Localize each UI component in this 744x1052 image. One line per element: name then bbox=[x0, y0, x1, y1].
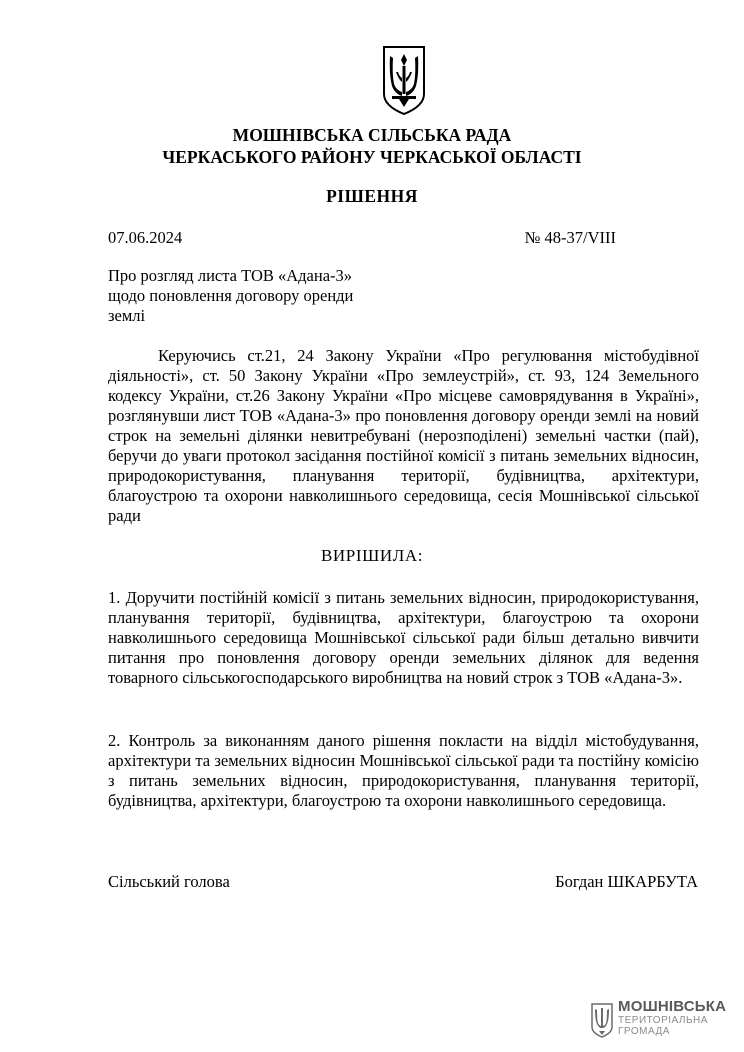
council-name-line2: ЧЕРКАСЬКОГО РАЙОНУ ЧЕРКАСЬКОЇ ОБЛАСТІ bbox=[162, 147, 582, 167]
logo-line3: ГРОМАДА bbox=[618, 1026, 670, 1037]
council-name bbox=[0, 124, 744, 168]
signature-role: Сільський голова bbox=[108, 872, 230, 891]
decision-point-2: 2. Контроль за виконанням даного рішення покласти на відділ містобудування, архітектури та земельних відносин Мошнівської сільської ради та постійну комісію з питань земельних відносин, природокористування, планування території, будівництва, архітектури, благоустрою та охорони навколишнього середовища. bbox=[108, 731, 699, 810]
logo-line1: МОШНІВСЬКА bbox=[618, 998, 727, 1015]
decision-heading: ВИРІШИЛА: bbox=[320, 546, 424, 565]
subject-line: щодо поновлення договору оренди bbox=[108, 286, 354, 305]
document-number: № 48-37/VIII bbox=[524, 228, 616, 247]
logo-line2: ТЕРИТОРІАЛЬНА bbox=[618, 1015, 708, 1026]
trident-emblem-icon bbox=[381, 44, 427, 116]
council-name-line1: МОШНІВСЬКА СІЛЬСЬКА РАДА bbox=[232, 125, 512, 145]
community-logo bbox=[590, 998, 730, 1042]
document-subject bbox=[108, 266, 398, 326]
document-type: РІШЕННЯ bbox=[326, 186, 418, 206]
document-date: 07.06.2024 bbox=[108, 228, 183, 247]
intro-paragraph: Керуючись ст.21, 24 Закону України «Про регулювання містобудівної діяльності», ст. 50 Закону України «Про землеустрій», ст. 93, 124 Земельного кодексу України, ст.26 Закону України «Про місцеве самоврядування в Україні», розглянувши лист ТОВ «Адана-3» про поновлення договору оренди землі на новий строк на земельні ділянки невитребувані (нерозподілені) земельні частки (пай), беручи до уваги протокол засідання постійної комісії з питань земельних відносин, природокористування, планування території, будівництва, архітектури, благоустрою та охорони навколишнього середовища, сесія Мошнівської сільської ради bbox=[108, 346, 699, 525]
subject-line: землі bbox=[108, 306, 146, 325]
trident-logo-icon bbox=[590, 1002, 614, 1038]
signature-name: Богдан ШКАРБУТА bbox=[555, 872, 698, 891]
decision-point-1: 1. Доручити постійній комісії з питань земельних відносин, природокористування, планування території, будівництва, архітектури, благоустрою та охорони навколишнього середовища Мошнівської сільської ради більш детально вивчити питання про поновлення договору оренди земельних ділянок для ведення товарного сільськогосподарського виробництва на новий строк з ТОВ «Адана-3». bbox=[108, 588, 699, 687]
subject-line: Про розгляд листа ТОВ «Адана-3» bbox=[108, 266, 353, 285]
